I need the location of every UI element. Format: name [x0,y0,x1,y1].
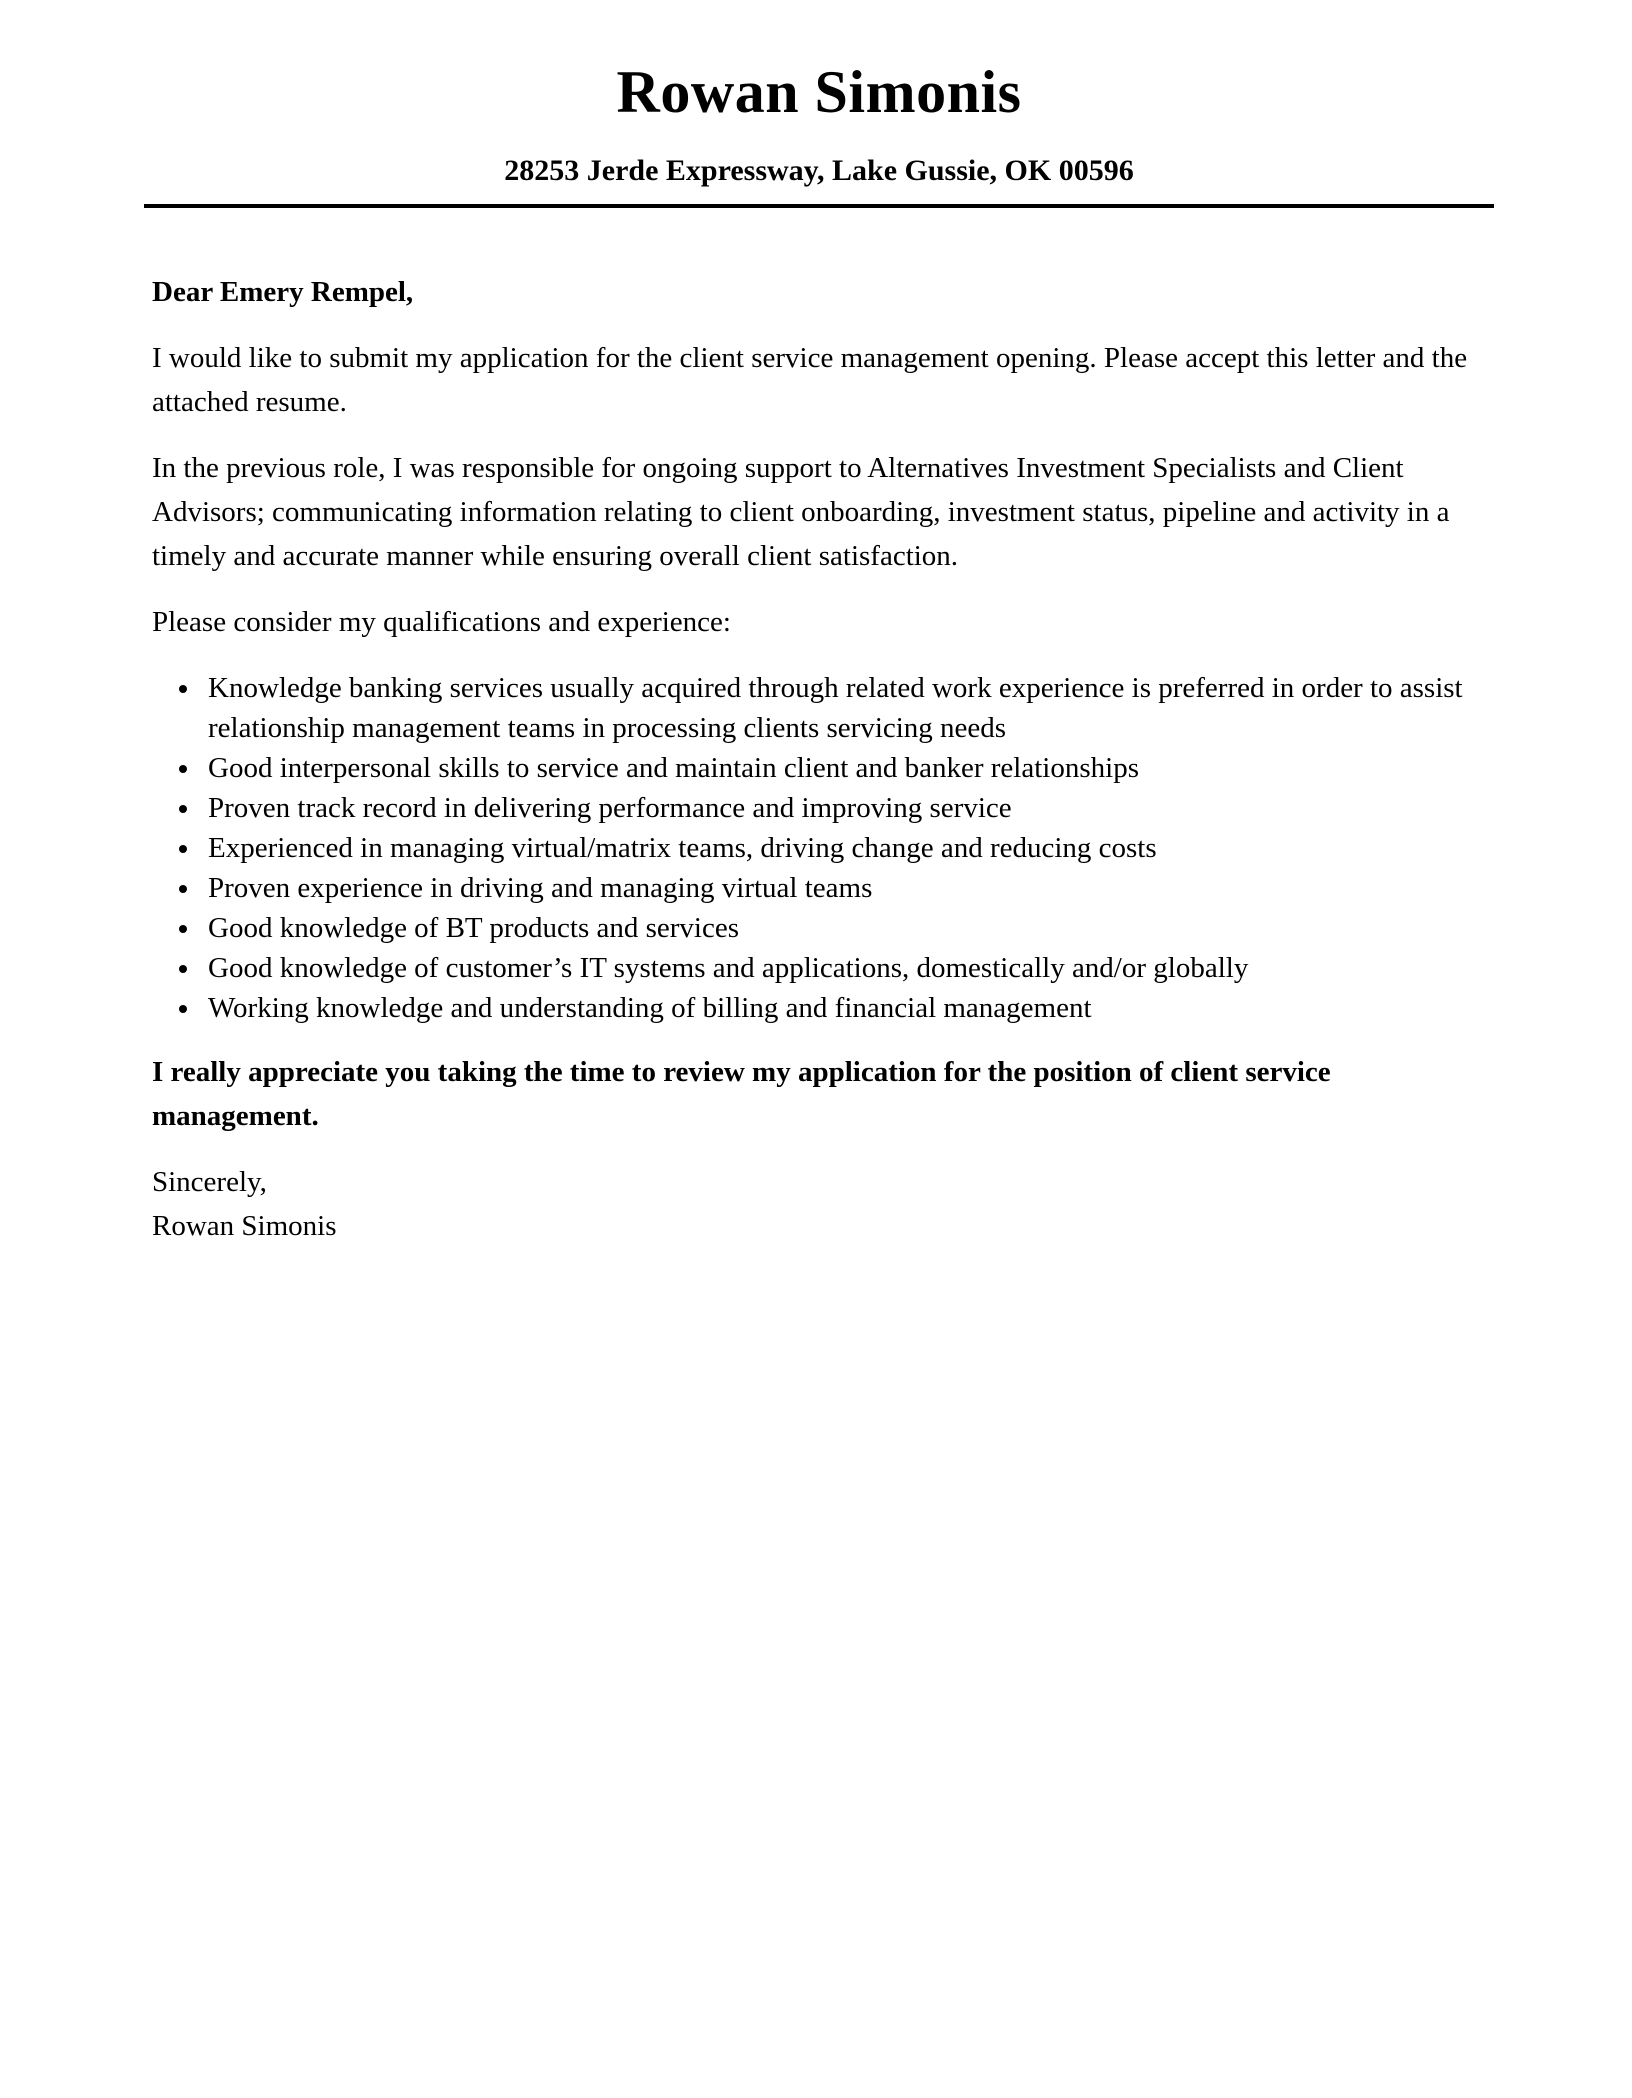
qualifications-intro: Please consider my qualifications and experience: [152,606,731,638]
qualification-text: Knowledge banking services usually acquired through related work experience is preferred in order to assist relationship management teams in processing clients servicing needs [208,672,1463,744]
experience-paragraph: In the previous role, I was responsible for ongoing support to Alternatives Investment Specialists and Client Advisors; communicating information relating to client onboarding, investment status, pipeline and activity in a timely and accurate manner while ensuring overall client satisfaction. [152,452,1450,572]
qualification-item [202,828,1486,868]
qualification-item [202,988,1486,1028]
qualification-text: Experienced in managing virtual/matrix teams, driving change and reducing costs [208,832,1157,864]
letter-header [152,56,1486,208]
qualifications-list [152,668,1486,1028]
author-name: Rowan Simonis [616,59,1022,125]
qualification-text: Working knowledge and understanding of billing and financial management [208,992,1092,1024]
qualification-item [202,868,1486,908]
qualification-text: Good knowledge of BT products and services [208,912,740,944]
signature-name: Rowan Simonis [152,1210,337,1242]
letter-body [152,270,1486,1248]
author-address: 28253 Jerde Expressway, Lake Gussie, OK 00596 [504,154,1134,187]
header-divider [144,204,1494,208]
qualification-item [202,948,1486,988]
signoff-block [152,1160,1486,1248]
qualification-text: Good interpersonal skills to service and maintain client and banker relationships [208,752,1139,784]
qualification-item [202,788,1486,828]
signoff: Sincerely, [152,1166,267,1198]
qualification-item [202,748,1486,788]
qualification-item [202,908,1486,948]
qualification-text: Proven experience in driving and managing virtual teams [208,872,873,904]
qualification-text: Good knowledge of customer’s IT systems and applications, domestically and/or globally [208,952,1249,984]
intro-paragraph: I would like to submit my application for the client service management opening. Please accept this letter and the attached resume. [152,342,1468,418]
qualification-text: Proven track record in delivering performance and improving service [208,792,1012,824]
qualification-item [202,668,1486,748]
closing-paragraph: I really appreciate you taking the time to review my application for the position of client service management. [152,1056,1331,1132]
salutation: Dear Emery Rempel, [152,276,414,308]
